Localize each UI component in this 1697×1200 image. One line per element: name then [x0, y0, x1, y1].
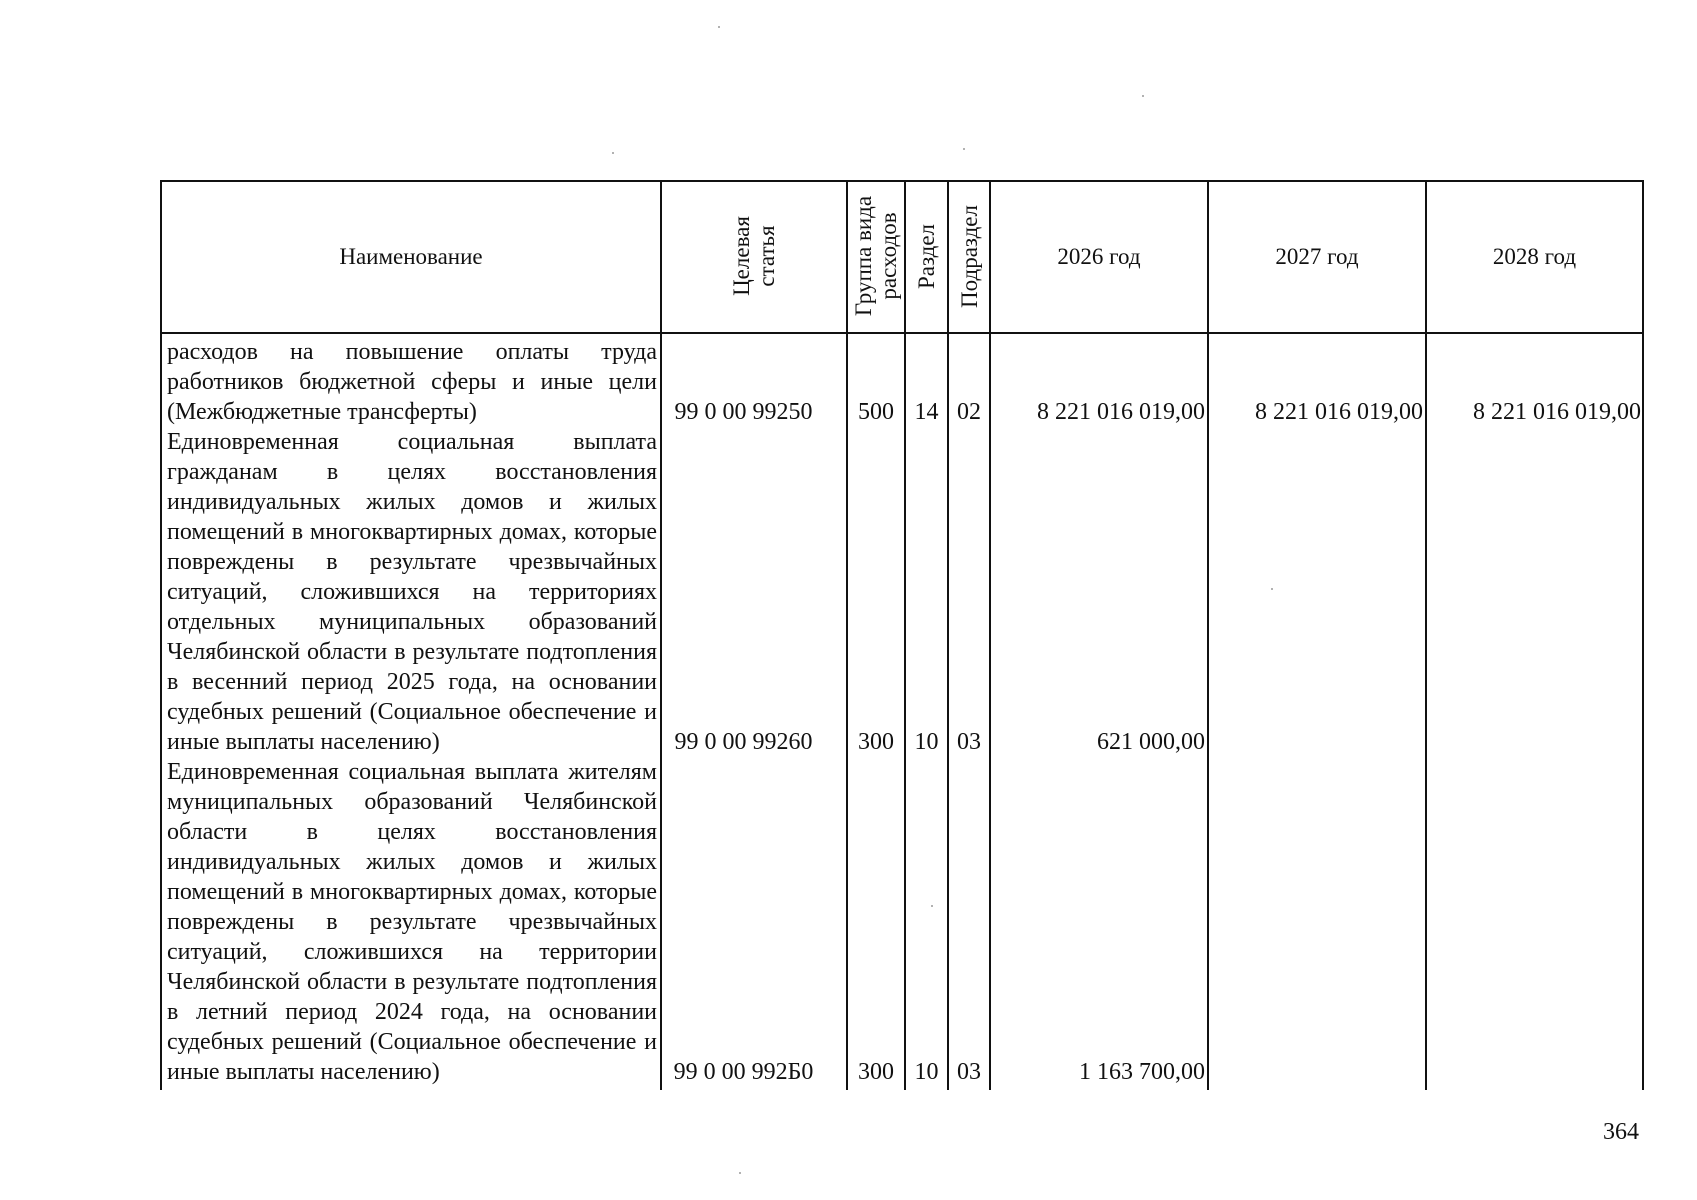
header-group-label [851, 196, 901, 316]
header-subsection [949, 180, 989, 332]
scan-speck [739, 1172, 741, 1174]
row-section: 10 [914, 729, 939, 755]
header-2027-label: 2027 год [1275, 243, 1359, 269]
row-amount-2026: 8 221 016 019,00 [1037, 399, 1205, 425]
page-number: 364 [1603, 1119, 1639, 1145]
row-target-code: 99 0 00 99250 [674, 399, 813, 425]
header-target-line1: Целевая [728, 216, 754, 296]
header-year-2026 [991, 180, 1207, 332]
table-right-border [1642, 180, 1644, 1090]
header-year-2028 [1427, 180, 1642, 332]
row-expense-group: 300 [858, 729, 894, 755]
header-subsection-label: Подраздел [956, 204, 982, 308]
budget-table [160, 180, 1644, 1090]
row-expense-group: 500 [858, 399, 894, 425]
row-section: 14 [914, 399, 939, 425]
header-target-article [662, 180, 846, 332]
header-group-line1: Группа вида [851, 195, 877, 317]
row-amount-2027 [1211, 1057, 1423, 1087]
header-year-2027 [1209, 180, 1425, 332]
header-name-label: Наименование [339, 243, 483, 269]
row-amount-2028 [1429, 1057, 1641, 1087]
row-amount-2028 [1429, 727, 1641, 757]
header-bottom-border [160, 332, 1644, 334]
header-name [162, 180, 660, 332]
row-target-code: 99 0 00 99260 [674, 729, 813, 755]
row-amount-2028: 8 221 016 019,00 [1473, 399, 1641, 425]
scan-speck [963, 148, 965, 150]
header-target-line2: статья [753, 225, 779, 287]
row-subsection: 03 [957, 1059, 981, 1085]
row-name: Единовременная социальная выплата гражданам в целях восстановления индивидуальных жилых домов и жилых помещений в многоквартирных домах, которые повреждены в результате чрезвычайных ситуаций, сложившихся на территориях отдельных муниципальных образований Челябинской области в результате подтопления в весенний период 2025 года, на основании судебных решений (Социальное обеспечение и иные выплаты населению) [167, 429, 657, 755]
row-amount-2026: 621 000,00 [1097, 729, 1205, 755]
header-group-line2: расходов [876, 212, 902, 300]
row-target-code: 99 0 00 992Б0 [673, 1059, 814, 1085]
row-name: Единовременная социальная выплата жителям муниципальных образований Челябинской области в целях восстановления индивидуальных жилых домов и жилых помещений в многоквартирных домах, которые повреждены в результате чрезвычайных ситуаций, сложившихся на территории Челябинской области в результате подтопления в летний период 2024 года, на основании судебных решений (Социальное обеспечение и иные выплаты населению) [167, 759, 657, 1085]
row-amount-2027: 8 221 016 019,00 [1255, 399, 1423, 425]
row-amount-2026: 1 163 700,00 [1079, 1059, 1205, 1085]
row-name: расходов на повышение оплаты труда работников бюджетной сферы и иные цели (Межбюджетные трансферты) [167, 339, 657, 425]
header-target-label [729, 216, 779, 296]
header-section-label: Раздел [914, 223, 939, 289]
row-amount-2027 [1211, 727, 1423, 757]
scan-speck [718, 26, 720, 28]
scan-speck [1142, 95, 1144, 97]
scan-speck [612, 152, 614, 154]
row-subsection: 02 [957, 399, 981, 425]
row-expense-group: 300 [858, 1059, 894, 1085]
header-expense-group [848, 180, 904, 332]
header-section [906, 180, 947, 332]
header-2028-label: 2028 год [1492, 243, 1577, 269]
header-2026-label: 2026 год [1057, 243, 1141, 269]
row-subsection: 03 [957, 729, 981, 755]
row-section: 10 [914, 1059, 939, 1085]
